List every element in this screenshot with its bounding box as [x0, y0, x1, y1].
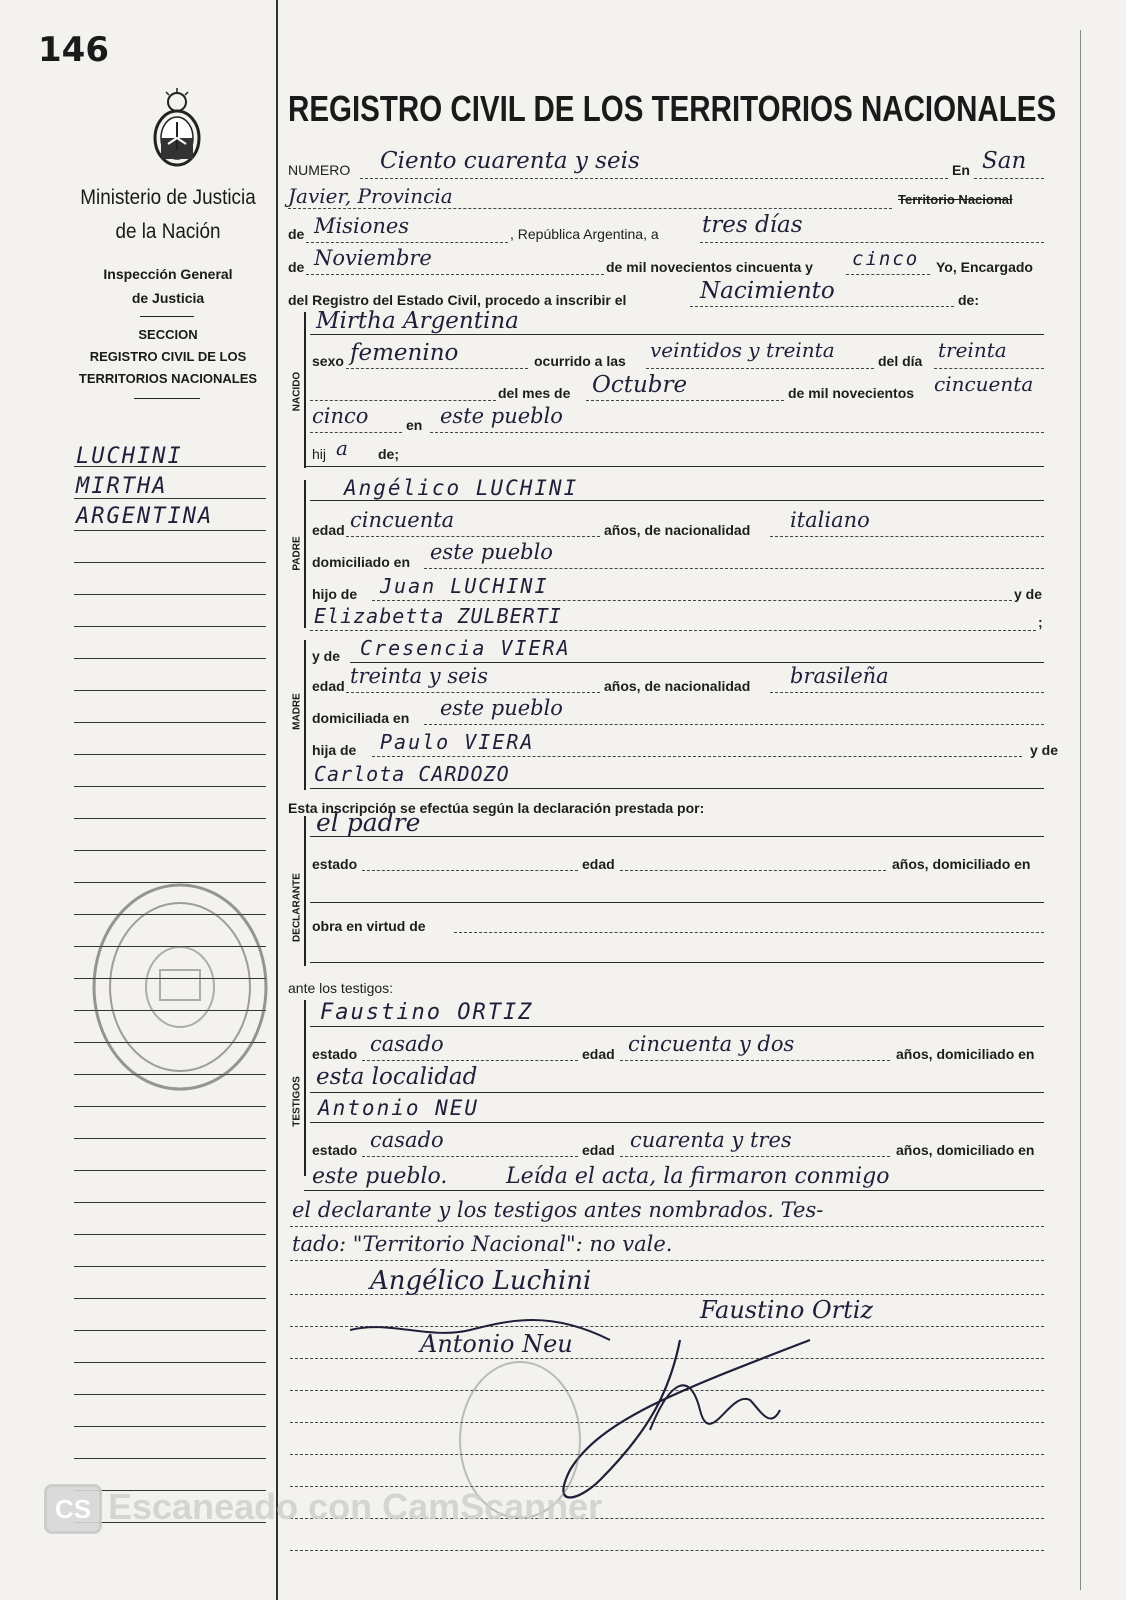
- act-type: Nacimiento: [700, 278, 835, 304]
- margin-ruled-line: [74, 626, 266, 627]
- fill-line: [290, 1260, 1044, 1261]
- ruled-line: [290, 1550, 1044, 1551]
- domicilio-label: domiciliada en: [312, 710, 410, 726]
- fill-line: [306, 242, 508, 243]
- margin-ruled-line: [74, 1106, 266, 1107]
- estado-label: estado: [312, 856, 358, 872]
- margin-ruled-line: [74, 658, 266, 659]
- de-label: de: [288, 226, 305, 242]
- section-line2: REGISTRO CIVIL DE LOS: [89, 349, 247, 364]
- testigos-label: TESTIGOS: [291, 1076, 303, 1127]
- nationality: italiano: [790, 508, 870, 532]
- inspection-line1: Inspección General: [103, 266, 233, 282]
- territorio-label: Territorio Nacional: [898, 192, 1013, 207]
- fill-line: [372, 600, 1012, 601]
- declarante-value: el padre: [316, 808, 421, 837]
- section-bracket: [304, 480, 306, 628]
- registro-label: del Registro del Estado Civil, procedo a inscribir el: [288, 292, 627, 308]
- en-value: San: [982, 148, 1027, 174]
- edad-label: edad: [312, 522, 345, 538]
- fill-line: [454, 932, 1044, 933]
- semicolon: ;: [1038, 614, 1043, 630]
- anos-label: años, de nacionalidad: [604, 522, 751, 538]
- hij-label: hij: [312, 446, 327, 462]
- numero-value: Ciento cuarenta y seis: [380, 148, 640, 174]
- nacido-name: Mirtha Argentina: [316, 308, 519, 334]
- witness1-name: Faustino ORTIZ: [320, 1000, 534, 1025]
- margin-ruled-line: [74, 1138, 266, 1139]
- fill-line: [372, 756, 1022, 757]
- margin-ruled-line: [74, 754, 266, 755]
- nacido-label: NACIDO: [291, 371, 303, 412]
- fill-line: [362, 1060, 578, 1061]
- signature-father: Angélico Luchini: [370, 1266, 592, 1296]
- fill-line: [362, 870, 578, 871]
- father-of-father: Juan LUCHINI: [380, 574, 549, 598]
- mes-label: del mes de: [498, 385, 571, 401]
- edad-label: edad: [582, 1046, 615, 1062]
- hijo-label: hijo de: [312, 586, 358, 602]
- ministry-line2: de la Nación: [115, 220, 221, 243]
- margin-ruled-line: [74, 1394, 266, 1395]
- margin-ruled-line: [74, 562, 266, 563]
- margin-ruled-line: [74, 530, 266, 531]
- fill-line: [362, 1156, 578, 1157]
- year-value-part2: cinco: [312, 404, 369, 428]
- day-value: tres días: [702, 212, 803, 238]
- de-colon: de:: [958, 292, 979, 308]
- republica-label: , República Argentina, a: [510, 226, 659, 242]
- witness2-estado: casado: [370, 1128, 444, 1152]
- ocurrido-label: ocurrido a las: [534, 353, 626, 369]
- section-bracket: [304, 640, 306, 790]
- signature-witness1: Faustino Ortiz: [700, 1296, 874, 1324]
- edad-value: treinta y seis: [350, 664, 489, 688]
- fill-line: [310, 1092, 1044, 1093]
- fill-line: [620, 1156, 890, 1157]
- margin-ruled-line: [74, 594, 266, 595]
- fill-line: [974, 178, 1044, 179]
- section-line1: SECCION: [138, 327, 198, 342]
- witness2-domicilio: este pueblo.: [312, 1164, 448, 1189]
- margin-ruled-line: [74, 690, 266, 691]
- section-end-line: [310, 962, 1044, 963]
- hija-label: hija de: [312, 742, 357, 758]
- margin-ruled-line: [74, 1458, 266, 1459]
- fill-line: [310, 902, 1044, 903]
- witness1-edad: cincuenta y dos: [628, 1032, 795, 1056]
- month-value: Noviembre: [314, 246, 432, 270]
- margin-ruled-line: [74, 1330, 266, 1331]
- fill-line: [346, 536, 600, 537]
- fill-line: [846, 274, 930, 275]
- hour-value: veintidos y treinta: [650, 338, 835, 362]
- fill-line: [310, 836, 1044, 837]
- declarante-label: DECLARANTE: [291, 873, 303, 942]
- province-value: Misiones: [314, 214, 410, 238]
- domicilio-value: este pueblo: [440, 696, 563, 720]
- fill-line: [346, 692, 600, 693]
- hij-de-label: de;: [378, 446, 399, 462]
- margin-ruled-line: [74, 1202, 266, 1203]
- fill-line: [350, 662, 1044, 663]
- yde-label: y de: [312, 648, 341, 664]
- year-label: de mil novecientos cincuenta y: [606, 259, 813, 275]
- fill-line: [430, 432, 1044, 433]
- place-value: Javier, Provincia: [288, 184, 453, 208]
- margin-ruled-line: [74, 1426, 266, 1427]
- sidebar-divider-2: [134, 398, 200, 399]
- section-line3: TERRITORIOS NACIONALES: [78, 371, 258, 386]
- edad-label: edad: [312, 678, 345, 694]
- fill-line: [290, 1226, 1044, 1227]
- dia-label: del día: [878, 353, 923, 369]
- anos-label: años, de nacionalidad: [604, 678, 751, 694]
- fill-line: [700, 242, 1044, 243]
- declaracion-label: Esta inscripción se efectúa según la declaración prestada por:: [288, 800, 705, 816]
- year-label: de mil novecientos: [788, 385, 915, 401]
- nationality: brasileña: [790, 664, 889, 688]
- fill-line: [646, 368, 874, 369]
- closing-line1: Leída el acta, la firmaron conmigo: [506, 1164, 890, 1189]
- domicilio-label: domiciliado en: [312, 554, 411, 570]
- fill-line: [288, 208, 892, 209]
- anos-label-2: años, domiciliado en: [896, 1142, 1035, 1158]
- section-end-line: [310, 788, 1044, 789]
- fill-line: [310, 1122, 1044, 1123]
- fill-line: [310, 400, 496, 401]
- margin-ruled-line: [74, 722, 266, 723]
- margin-ruled-line: [74, 850, 266, 851]
- father-of-mother: Paulo VIERA: [380, 730, 535, 754]
- margin-ruled-line: [74, 1298, 266, 1299]
- madre-label: MADRE: [291, 693, 303, 730]
- fill-line: [360, 178, 948, 179]
- de-label-2: de: [288, 259, 305, 275]
- padre-label: PADRE: [291, 536, 303, 571]
- fill-line: [310, 630, 1036, 631]
- fill-line: [620, 1060, 890, 1061]
- fill-line: [934, 368, 1044, 369]
- page-divider: [276, 0, 278, 1600]
- margin-ruled-line: [74, 1266, 266, 1267]
- document-title: REGISTRO CIVIL DE LOS TERRITORIOS NACIONALES: [288, 88, 1057, 129]
- camscanner-logo-icon: CS: [44, 1484, 102, 1534]
- margin-ruled-line: [74, 786, 266, 787]
- right-margin-line: [1080, 30, 1081, 1590]
- yde-label: y de: [1014, 586, 1043, 602]
- fill-line: [620, 870, 886, 871]
- fill-line: [310, 500, 1044, 501]
- fill-line: [770, 692, 1044, 693]
- mother-of-mother: Carlota CARDOZO: [314, 762, 510, 786]
- closing-line3: tado: "Territorio Nacional": no vale.: [292, 1232, 673, 1256]
- section-bracket: [304, 816, 306, 966]
- yde2-label: y de: [1030, 742, 1059, 758]
- fill-line: [310, 334, 1044, 335]
- folio-number: 146: [38, 30, 109, 70]
- ministry-line1: Ministerio de Justicia: [80, 186, 256, 209]
- domicilio-value: este pueblo: [430, 540, 553, 564]
- witness1-domicilio: esta localidad: [316, 1064, 478, 1090]
- official-seal-stamp: [90, 880, 270, 1095]
- signature-witness2: Antonio Neu: [420, 1330, 573, 1358]
- year-value-part1: cincuenta: [934, 372, 1034, 396]
- sexo-value: femenino: [350, 340, 459, 366]
- camscanner-watermark: Escaneado con CamScanner: [108, 1486, 603, 1527]
- sidebar-divider: [140, 316, 194, 317]
- fill-line: [770, 536, 1044, 537]
- year-value: cinco: [852, 248, 920, 270]
- fill-line: [306, 274, 604, 275]
- margin-firstname: MIRTHA: [76, 474, 168, 499]
- fill-line: [586, 400, 784, 401]
- fill-line: [346, 368, 528, 369]
- witness2-name: Antonio NEU: [318, 1096, 480, 1120]
- witness2-edad: cuarenta y tres: [630, 1128, 792, 1152]
- edad-value: cincuenta: [350, 508, 455, 532]
- fill-line: [424, 568, 1044, 569]
- month-value: Octubre: [592, 372, 688, 398]
- margin-surname: LUCHINI: [76, 444, 183, 469]
- obra-label: obra en virtud de: [312, 918, 426, 934]
- section-bracket: [304, 1000, 306, 1176]
- edad-label-2: edad: [582, 1142, 615, 1158]
- anos-label: años, domiciliado en: [896, 1046, 1035, 1062]
- testigos-intro: ante los testigos:: [288, 980, 394, 996]
- en-label: En: [952, 162, 970, 178]
- inspection-line2: de Justicia: [131, 290, 205, 306]
- fill-line: [310, 1026, 1044, 1027]
- hij-value: a: [336, 436, 348, 460]
- fill-line: [424, 724, 1044, 725]
- estado-label: estado: [312, 1046, 358, 1062]
- numero-label: NUMERO: [288, 162, 351, 178]
- day-value: treinta: [938, 338, 1007, 362]
- place-value: este pueblo: [440, 404, 563, 428]
- margin-ruled-line: [74, 818, 266, 819]
- coat-of-arms-emblem: [146, 88, 208, 170]
- section-end-line: [304, 466, 1044, 467]
- en-label: en: [406, 417, 423, 433]
- estado-label-2: estado: [312, 1142, 358, 1158]
- margin-ruled-line: [74, 1234, 266, 1235]
- edad-label: edad: [582, 856, 615, 872]
- padre-name: Angélico LUCHINI: [344, 476, 579, 500]
- section-bracket: [304, 312, 306, 468]
- closing-line2: el declarante y los testigos antes nombrados. Tes-: [292, 1198, 824, 1222]
- witness1-estado: casado: [370, 1032, 444, 1056]
- mother-of-father: Elizabetta ZULBERTI: [314, 604, 562, 628]
- margin-secondname: ARGENTINA: [76, 504, 214, 529]
- margin-ruled-line: [74, 1170, 266, 1171]
- sexo-label: sexo: [312, 353, 344, 369]
- fill-line: [310, 432, 402, 433]
- yo-label: Yo, Encargado: [936, 259, 1033, 275]
- madre-name: Cresencia VIERA: [360, 636, 571, 660]
- anos-label: años, domiciliado en: [892, 856, 1031, 872]
- margin-ruled-line: [74, 1362, 266, 1363]
- fill-line: [304, 1190, 1044, 1191]
- fill-line: [690, 306, 954, 307]
